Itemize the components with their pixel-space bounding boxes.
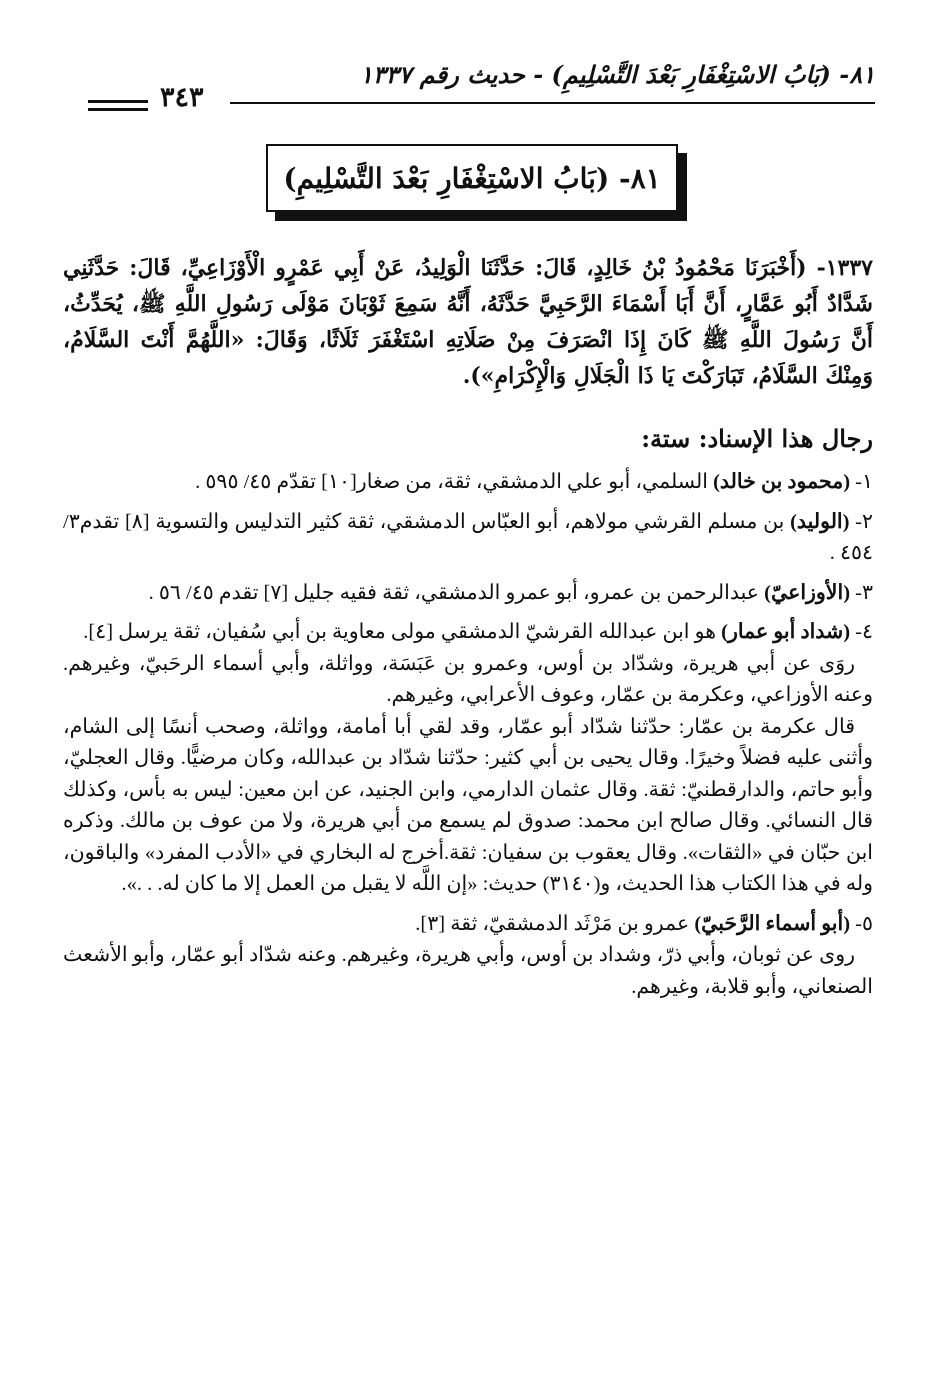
narrator-item	[63, 578, 873, 610]
narrator-description: السلمي، أبو علي الدمشقي، ثقة، من صغار[١٠] تقدّم ٤٥/ ٥٩٥ .	[195, 471, 714, 493]
narrator-name: (شداد أبو عمار)	[721, 621, 851, 643]
hadith-text: ١٣٣٧- (أَخْبَرَنَا مَحْمُودُ بْنُ خَالِدٍ، قَالَ: حَدَّثَنَا الْوَلِيدُ، عَنْ أَبِي عَمْرٍو الْأَوْزَاعِيِّ، قَالَ: حَدَّثَنِي شَدَّادٌ أَبُو عَمَّارٍ، أَنَّ أَبَا أَسْمَاءَ الرَّحَبِيَّ حَدَّثَهُ، أَنَّهُ سَمِعَ ثَوْبَانَ مَوْلَى رَسُولِ اللَّهِ ﷺ، يُحَدِّثُ، أَنَّ رَسُولَ اللَّهِ ﷺ كَانَ إِذَا انْصَرَفَ مِنْ صَلَاتِهِ اسْتَغْفَرَ ثَلَاثًا، وَقَالَ: «اللَّهُمَّ أَنْتَ السَّلَامُ، وَمِنْكَ السَّلَامُ، تَبَارَكْتَ يَا ذَا الْجَلَالِ وَالْإِكْرَامِ»).	[63, 255, 873, 389]
header-rule	[230, 102, 875, 104]
running-header-title: ٨١- (بَابُ الاسْتِغْفَارِ بَعْدَ التَّسْلِيمِ) - حديث رقم ١٣٣٧	[359, 60, 875, 89]
narrator-item	[63, 617, 873, 901]
narrator-description: عبدالرحمن بن عمرو، أبو عمرو الدمشقي، ثقة فقيه جليل [٧] تقدم ٤٥/ ٥٦ .	[148, 581, 765, 604]
narrator-paragraph: قال عكرمة بن عمّار: حدّثنا شدّاد أبو عمّار، وقد لقي أبا أمامة، وواثلة، وصحب أنسًا إلى الشام، وأثنى عليه فضلاً وخيرًا. وقال يحيى بن أبي كثير: حدّثنا شدّاد بن عبدالله، وكان مرضيًّا. وقال العجليّ، وأبو حاتم، والدارقطنيّ: ثقة. وقال عثمان الدارمي، وابن الجنيد، عن ابن معين: ليس به بأس، وكذلك قال النسائي. وقال صالح ابن محمد: صدوق لم يسمع من أبي هريرة، ولا من عوف بن مالك. وذكره ابن حبّان في «الثقات». وقال يعقوب بن سفيان: ثقة.أخرج له البخاري في «الأدب المفرد» والباقون، وله في هذا الكتاب هذا الحديث، و(٣١٤٠) حديث: «إن اللَّه لا يقبل من العمل إلا ما كان له. . .».	[63, 715, 873, 895]
narrator-description: عمرو بن مَرْثَد الدمشقيّ، ثقة [٣].	[415, 912, 695, 935]
narrator-description: هو ابن عبدالله القرشيّ الدمشقي مولى معاوية بن أبي سُفيان، ثقة يرسل [٤].	[83, 621, 722, 643]
chapter-title: ٨١- (بَابُ الاسْتِغْفَارِ بَعْدَ التَّسْلِيمِ)	[283, 161, 661, 195]
narrator-number: ٥-	[850, 912, 873, 935]
chapter-title-box	[266, 144, 678, 212]
narrator-paragraph: روى عن ثوبان، وأبي ذرّ، وشداد بن أوس، وأبي هريرة، وغيرهم. وعنه شدّاد أبو عمّار، وأبو الأشعث الصنعاني، وأبو قلابة، وغيرهم.	[63, 944, 873, 998]
narrator-description: بن مسلم القرشي مولاهم، أبو العبّاس الدمشقي، ثقة كثير التدليس والتسوية [٨] تقدم٣/ ٤٥٤ .	[63, 510, 873, 564]
narrator-name: (أبو أسماء الرَّحَبيّ)	[694, 912, 851, 935]
narrator-name: (الأوزاعيّ)	[764, 581, 851, 604]
narrator-item	[63, 507, 873, 570]
page-number-rule-bottom	[88, 108, 148, 111]
narrator-name: (محمود بن خالد)	[713, 471, 851, 493]
narrators-list	[63, 467, 873, 1011]
narrator-paragraph: روَى عن أبي هريرة، وشدّاد بن أوس، وعمرو بن عَبَسَة، وواثلة، وأبي أسماء الرحَبيّ، وغيرهم. وعنه الأوزاعي، وعكرمة بن عمّار، وعوف الأعرابي، وغيرهم.	[63, 652, 873, 706]
narrator-number: ٣-	[850, 581, 873, 604]
page-number: ٣٤٣	[160, 82, 204, 113]
narrator-item	[63, 909, 873, 1004]
narrator-item	[63, 467, 873, 499]
narrator-name: (الوليد)	[790, 510, 850, 533]
narrator-number: ٢-	[849, 510, 874, 533]
narrators-heading: رجال هذا الإسناد: ستة:	[641, 424, 873, 453]
narrator-number: ٤-	[850, 621, 873, 643]
page-number-rule-top	[88, 100, 148, 103]
narrator-number: ١-	[850, 471, 873, 493]
